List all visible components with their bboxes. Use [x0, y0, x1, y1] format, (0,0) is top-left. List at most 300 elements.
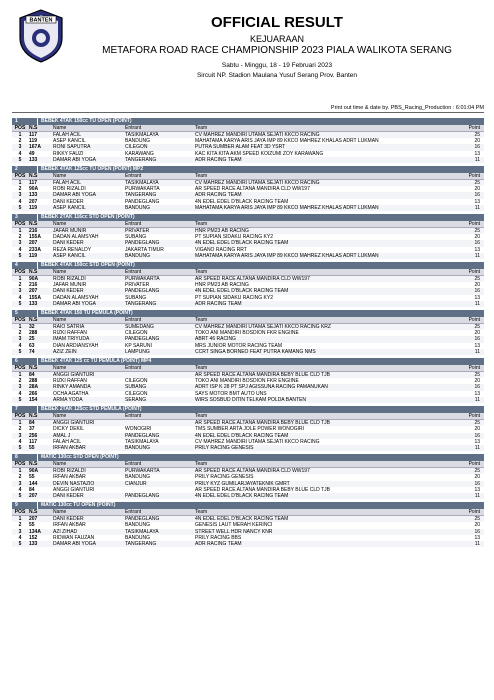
cell-start-number: 133: [28, 301, 52, 307]
class-header: [12, 406, 484, 413]
cell-pos: 4: [18, 198, 22, 205]
column-header-point: Point: [453, 365, 484, 372]
cell-rider-name: AZIZ ZEIN: [52, 349, 124, 355]
cell-entrant: CILEGON: [125, 330, 148, 337]
cell-team: MAHATAMA KARYA ARIS JAYA IMP 89 KKCO MAHREZ KHALAS ADRT LUKMAN: [194, 205, 453, 211]
cell-team: STREET WELL HDR NANCY KNR: [194, 529, 453, 535]
cell-start-number: 133: [28, 157, 52, 163]
column-header-pos: POS: [12, 365, 28, 372]
cell-rider-name: DAMAR ABI YOGA: [52, 301, 124, 307]
class-section: [12, 454, 484, 502]
cell-rider-name: DANI KEDER: [53, 198, 84, 205]
cell-team: PRILY RACING BBS: [195, 534, 242, 541]
cell-rider-name: ASEP KANCIL: [52, 253, 124, 259]
cell-pos: 3: [12, 240, 28, 246]
cell-point: 20: [474, 282, 480, 289]
cell-point: 13: [474, 150, 480, 157]
cell-rider-name: RIDWAN FAUZAN: [53, 534, 95, 541]
cell-point: 25: [453, 420, 484, 427]
cell-point: 11: [453, 253, 484, 259]
cell-pos: 5: [12, 397, 28, 403]
cell-team: PRILY KYZ GUMILARJAYATEKNIK GMRT: [194, 481, 453, 487]
class-title: BEBEK 4TAK 125cc TU OPEN (POINT) MP2: [41, 166, 144, 173]
event-venue: Sircuit NP. Stadion Maulana Yusuf Serang Prov. Banten: [196, 72, 358, 79]
class-number: 2: [12, 166, 38, 173]
cell-point: 11: [453, 493, 484, 499]
column-header-rider-name: Name: [52, 461, 124, 468]
cell-entrant: BANDUNG: [125, 474, 151, 481]
cell-team: 4N EDEL EDEL D'BLACK RACING TEAM: [194, 516, 453, 523]
column-header-team: Team: [194, 461, 453, 468]
column-header-team: Team: [194, 509, 453, 516]
column-header-start-number: N.S: [28, 317, 52, 324]
cell-pos: 4: [18, 486, 22, 493]
cell-pos: 5: [12, 493, 28, 499]
column-header-entrant: Entrant: [124, 461, 194, 468]
cell-entrant: SUBANG: [125, 234, 147, 241]
cell-team: AR SPEED RACE ALTANA MANDIRA CLD WW197: [195, 186, 310, 193]
cell-rider-name: RIKKY FAUZI: [53, 150, 84, 157]
column-header-team: Team: [194, 125, 453, 132]
table-row: [12, 324, 484, 331]
cell-pos: 2: [18, 138, 22, 145]
cell-start-number: 84: [28, 372, 52, 379]
cell-pos: 4: [18, 342, 22, 349]
cell-pos: 1: [12, 468, 28, 475]
cell-entrant: TANGERANG: [124, 192, 194, 198]
column-header-rider-name: Name: [52, 173, 124, 180]
cell-entrant: [124, 420, 194, 427]
cell-entrant: CIANJUR: [124, 481, 194, 487]
cell-entrant: TASIKMALAYA: [125, 438, 159, 445]
cell-start-number: 117: [28, 180, 52, 187]
cell-rider-name: JAFAR MUNIR: [52, 228, 124, 235]
cell-rider-name: ASEP KANCIL: [52, 205, 124, 211]
cell-point: 20: [474, 138, 480, 145]
cell-start-number: 28A: [28, 384, 52, 390]
table-row: [12, 132, 484, 139]
cell-point: 16: [453, 433, 484, 439]
cell-rider-name: ARMA YODA: [52, 397, 124, 403]
column-header-team: Team: [194, 173, 453, 180]
class-section: [12, 262, 484, 310]
cell-start-number: 207: [29, 198, 38, 205]
cell-point: 13: [474, 438, 480, 445]
cell-point: 11: [453, 301, 484, 307]
cell-point: 20: [474, 426, 480, 433]
cell-point: 16: [453, 336, 484, 342]
column-header-rider-name: Name: [52, 269, 124, 276]
cell-rider-name: ROBI RIZALDI: [53, 186, 86, 193]
cell-start-number: 25: [28, 336, 52, 342]
cell-pos: 5: [12, 349, 28, 355]
cell-entrant: CILEGON: [125, 378, 148, 385]
cell-team: VIGANO RACING RRT: [195, 246, 247, 253]
cell-entrant: PANDEGLANG: [124, 433, 194, 439]
cell-start-number: 216: [29, 282, 38, 289]
cell-team: PUTRA SUMBER ALAM FEAT 3D YSRT: [194, 144, 453, 150]
column-header-point: Point: [453, 413, 484, 420]
cell-entrant: TANGERANG: [124, 541, 194, 547]
cell-rider-name: DIAN ARDIANSYAH: [53, 342, 99, 349]
cell-team: WIRS SOSBUD DITIN TELKAM POLDA BANTEN: [194, 397, 453, 403]
document-title: OFFICIAL RESULT: [211, 14, 343, 31]
class-title: BEBEK 4TAK 125 cc TU PEMULA (POINT) MP4: [41, 358, 152, 365]
cell-start-number: 288: [29, 330, 38, 337]
cell-start-number: 84: [28, 420, 52, 427]
cell-point: 13: [474, 246, 480, 253]
cell-rider-name: RONI SAPUTRA: [52, 144, 124, 150]
cell-pos: 3: [12, 529, 28, 535]
cell-team: CV MAHREZ MANDIRI UTAMA SEJATI KKCO RACING: [194, 132, 453, 139]
class-section: [12, 166, 484, 214]
print-timestamp: Print out time & date by. PBS_Racing_Production : 6:01:04 PM: [12, 104, 484, 113]
cell-start-number: 117: [28, 132, 52, 139]
cell-rider-name: DAMAR ABI YOGA: [52, 157, 124, 163]
column-header-start-number: N.S: [28, 461, 52, 468]
cell-entrant: TASIKMALAYA: [124, 180, 194, 187]
cell-pos: 1: [12, 228, 28, 235]
cell-point: 13: [474, 390, 480, 397]
cell-pos: 2: [18, 378, 22, 385]
cell-pos: 5: [12, 445, 28, 451]
cell-team: KAC KITA KITA AKM SPEED KOIZUMI ZOY KARAWANG: [195, 150, 324, 157]
cell-pos: 2: [18, 234, 22, 241]
cell-team: GENESIS LAUT MERAH KERINCI: [195, 522, 273, 529]
cell-rider-name: DADAN ALAMSYAH: [53, 294, 99, 301]
column-header-rider-name: Name: [52, 365, 124, 372]
cell-rider-name: AZI ZIHAD: [52, 529, 124, 535]
column-header-pos: POS: [12, 413, 28, 420]
column-header-rider-name: Name: [52, 509, 124, 516]
cell-start-number: 288: [29, 378, 38, 385]
column-header-start-number: N.S: [28, 413, 52, 420]
cell-pos: 2: [18, 426, 22, 433]
cell-team: HNR PM23 AB RACING: [195, 282, 249, 289]
class-header: [12, 118, 484, 125]
cell-rider-name: ROBI RIZALDI: [52, 276, 124, 283]
cell-pos: 4: [18, 438, 22, 445]
cell-rider-name: DEVIN NASTAZIO: [52, 481, 124, 487]
cell-start-number: 117: [29, 438, 38, 445]
cell-start-number: 207: [28, 493, 52, 499]
cell-entrant: BANDUNG: [125, 522, 151, 529]
cell-pos: 1: [12, 372, 28, 379]
column-header-team: Team: [194, 221, 453, 228]
cell-start-number: 152: [29, 534, 38, 541]
cell-team: CCRT SINGA BORNEO FEAT PUTRA KAMANG NMS: [194, 349, 453, 355]
cell-rider-name: FALAH ACIL: [53, 438, 82, 445]
cell-start-number: 74: [28, 349, 52, 355]
cell-pos: 2: [18, 282, 22, 289]
column-header-entrant: Entrant: [124, 365, 194, 372]
cell-point: 20: [474, 186, 480, 193]
cell-point: 16: [453, 240, 484, 246]
cell-entrant: PRIVATER: [124, 228, 194, 235]
cell-entrant: BANDUNG: [125, 534, 151, 541]
results-container: [12, 118, 484, 550]
cell-team: TOKO ANI MANDIRI BOSDION FKR ENGIINE: [195, 378, 299, 385]
cell-entrant: PANDEGLANG: [124, 240, 194, 246]
cell-pos: 5: [12, 205, 28, 211]
cell-point: 20: [474, 378, 480, 385]
cell-rider-name: OCHA AGATHA: [53, 390, 89, 397]
cell-entrant: [124, 372, 194, 379]
cell-point: 25: [453, 372, 484, 379]
results-table: [12, 413, 484, 451]
column-header-entrant: Entrant: [124, 221, 194, 228]
column-header-point: Point: [453, 461, 484, 468]
table-row: [12, 228, 484, 235]
column-header-point: Point: [453, 173, 484, 180]
cell-entrant: BANDUNG: [124, 445, 194, 451]
cell-pos: 3: [12, 336, 28, 342]
cell-point: 13: [474, 342, 480, 349]
cell-pos: 3: [12, 433, 28, 439]
cell-entrant: PANDEGLANG: [124, 288, 194, 294]
column-header-start-number: N.S: [28, 269, 52, 276]
column-header-rider-name: Name: [52, 413, 124, 420]
cell-rider-name: DANI KEDER: [52, 240, 124, 246]
cell-rider-name: JAFAR MUNIR: [53, 282, 87, 289]
column-header-pos: POS: [12, 269, 28, 276]
cell-team: HNR PM23 AB RACING: [194, 228, 453, 235]
cell-pos: 3: [12, 384, 28, 390]
cell-start-number: 207: [28, 240, 52, 246]
column-header-point: Point: [453, 221, 484, 228]
cell-rider-name: AMAL J: [52, 433, 124, 439]
cell-entrant: PURWAKARTA: [125, 186, 160, 193]
cell-point: 13: [474, 294, 480, 301]
table-row: [12, 468, 484, 475]
results-table: [12, 509, 484, 547]
class-title: BEBEK 2TAK 125cc STD PEMULA (POINT): [41, 406, 142, 413]
cell-start-number: 154: [28, 397, 52, 403]
cell-rider-name: DICKY DEKIL: [53, 426, 85, 433]
cell-start-number: 55: [29, 474, 35, 481]
cell-team: ADR RACING TEAM: [194, 541, 453, 547]
cell-start-number: 49: [29, 150, 35, 157]
cell-start-number: 90A: [29, 186, 39, 193]
cell-point: 25: [453, 516, 484, 523]
cell-pos: 1: [12, 516, 28, 523]
column-header-team: Team: [194, 365, 453, 372]
class-number: 5: [12, 310, 38, 317]
cell-rider-name: DAMAR ABI YOGA: [52, 192, 124, 198]
cell-rider-name: FALAH ACIL: [52, 180, 124, 187]
cell-team: MAHATAMA KARYA ARIS JAYA IMP 89 KKCO MAHREZ KHALAS ADRT LUKMAN: [195, 138, 379, 145]
cell-pos: 1: [12, 324, 28, 331]
cell-point: 25: [453, 132, 484, 139]
class-number: 9: [12, 502, 38, 509]
cell-entrant: PURWAKARTA: [124, 276, 194, 283]
cell-pos: 3: [12, 481, 28, 487]
cell-start-number: 134A: [28, 529, 52, 535]
cell-point: 11: [453, 445, 484, 451]
cell-rider-name: ANGGI GIANTURI: [52, 420, 124, 427]
cell-start-number: 133: [28, 541, 52, 547]
cell-team: PT SUPIAN SIDAKU RACING KY2: [195, 294, 273, 301]
cell-start-number: 167A: [28, 144, 52, 150]
cell-start-number: 256: [28, 433, 52, 439]
column-header-pos: POS: [12, 509, 28, 516]
column-header-point: Point: [453, 509, 484, 516]
cell-start-number: 63: [29, 342, 35, 349]
class-header: [12, 262, 484, 269]
cell-team: ADR RACING TEAM: [194, 157, 453, 163]
cell-pos: 2: [18, 474, 22, 481]
table-row: [12, 516, 484, 523]
column-header-team: Team: [194, 269, 453, 276]
cell-start-number: 119: [28, 253, 52, 259]
cell-entrant: BANDUNG: [125, 138, 151, 145]
cell-rider-name: ASEP KANCIL: [53, 138, 86, 145]
results-table: [12, 269, 484, 307]
class-number: 8: [12, 454, 38, 461]
table-row: [12, 276, 484, 283]
cell-entrant: PANDEGLANG: [124, 493, 194, 499]
cell-point: 11: [453, 541, 484, 547]
cell-pos: 4: [18, 246, 22, 253]
cell-pos: 1: [12, 276, 28, 283]
class-number: 3: [12, 214, 38, 221]
cell-entrant: TANGERANG: [124, 157, 194, 163]
cell-start-number: 133: [28, 192, 52, 198]
results-table: [12, 221, 484, 259]
class-section: [12, 502, 484, 550]
cell-start-number: 266: [29, 390, 38, 397]
cell-rider-name: DANI KEDER: [52, 288, 124, 294]
cell-entrant: CILEGON: [125, 390, 148, 397]
cell-rider-name: REZA RENALDY: [53, 246, 92, 253]
cell-entrant: BANDUNG: [124, 253, 194, 259]
cell-start-number: 55: [29, 522, 35, 529]
column-header-rider-name: Name: [52, 317, 124, 324]
cell-team: ADRT ISP K 28 PT SPJ AGISSUNA RACING PAMANUKAN: [194, 384, 453, 390]
cell-entrant: SUBANG: [125, 294, 147, 301]
column-header-pos: POS: [12, 125, 28, 132]
cell-start-number: 55: [28, 445, 52, 451]
cell-entrant: PURWAKARTA: [124, 468, 194, 475]
column-header-team: Team: [194, 317, 453, 324]
column-header-entrant: Entrant: [124, 173, 194, 180]
cell-rider-name: IRFAN AKBAR: [52, 445, 124, 451]
column-header-rider-name: Name: [52, 125, 124, 132]
cell-start-number: 32: [28, 324, 52, 331]
column-header-pos: POS: [12, 221, 28, 228]
cell-point: 25: [453, 276, 484, 283]
event-prefix: KEJUARAAN: [249, 34, 304, 44]
cell-start-number: 90A: [28, 468, 52, 475]
cell-point: 11: [453, 205, 484, 211]
cell-point: 16: [453, 144, 484, 150]
cell-pos: 4: [18, 390, 22, 397]
cell-team: CV MAHREZ MANDIRI UTAMA SEJATI KKCO RACING: [195, 438, 320, 445]
cell-entrant: TASIKMALAYA: [124, 132, 194, 139]
cell-team: 4N EDEL EDEL D'BLACK RACING TEAM: [194, 433, 453, 439]
cell-pos: 4: [18, 150, 22, 157]
cell-start-number: 144: [28, 481, 52, 487]
class-header: [12, 502, 484, 509]
cell-entrant: BANDUNG: [124, 205, 194, 211]
cell-team: ADR RACING TEAM: [194, 192, 453, 198]
cell-entrant: JAKARTA TIMUR: [125, 246, 164, 253]
cell-start-number: 155A: [29, 294, 41, 301]
cell-team: CV MAHREZ MANDIRI UTAMA SEJATI KKCO RACING KRZ: [194, 324, 453, 331]
cell-point: 25: [453, 468, 484, 475]
cell-team: AR SPEED RACE ALTANA MANDIRA BEBY BLUE CLD TJB: [194, 372, 453, 379]
results-table: [12, 173, 484, 211]
class-title: MATIC 130cc STD OPEN (POINT): [41, 454, 119, 461]
column-header-entrant: Entrant: [124, 509, 194, 516]
results-table: [12, 317, 484, 355]
cell-rider-name: RIZKI RAFFAN: [53, 378, 87, 385]
class-number: 7: [12, 406, 38, 413]
column-header-entrant: Entrant: [124, 269, 194, 276]
column-header-entrant: Entrant: [124, 125, 194, 132]
cell-team: PRILY RACING GENESIS: [194, 445, 453, 451]
column-header-start-number: N.S: [28, 221, 52, 228]
cell-pos: 3: [12, 288, 28, 294]
class-title: BEBEK 4TAK 150cc TU OPEN (POINT): [41, 118, 132, 124]
cell-start-number: 119: [28, 205, 52, 211]
cell-entrant: TANGERANG: [124, 301, 194, 307]
cell-entrant: LAMPUNG: [124, 349, 194, 355]
event-date: Sabtu - Minggu, 18 - 19 Februari 2023: [221, 62, 333, 69]
cell-start-number: 207: [28, 288, 52, 294]
cell-entrant: WONOGIRI: [125, 426, 152, 433]
class-title: MATIC 130cc TU OPEN (POINT): [41, 502, 116, 509]
column-header-entrant: Entrant: [124, 413, 194, 420]
cell-pos: 5: [12, 157, 28, 163]
column-header-point: Point: [453, 269, 484, 276]
cell-pos: 5: [12, 301, 28, 307]
svg-text:BANTEN: BANTEN: [29, 17, 53, 24]
class-header: [12, 454, 484, 461]
cell-pos: 3: [12, 144, 28, 150]
column-header-start-number: N.S: [28, 125, 52, 132]
column-header-pos: POS: [12, 461, 28, 468]
cell-entrant: CILEGON: [124, 144, 194, 150]
column-header-pos: POS: [12, 317, 28, 324]
column-header-team: Team: [194, 413, 453, 420]
cell-rider-name: ANGGI GIANTURI: [53, 486, 95, 493]
cell-team: MRS JUNIOR MOTOR RACING TEAM: [195, 342, 283, 349]
cell-start-number: 216: [28, 228, 52, 235]
results-table: [12, 461, 484, 499]
cell-pos: 4: [18, 294, 22, 301]
cell-rider-name: IRFAN AKBAR: [53, 522, 86, 529]
cell-team: AR SPEED RACE ALTANA MANDIRA CLD WW197: [194, 276, 453, 283]
cell-team: AR SPEED RACE ALTANA MANDIRA BEBY BLUE CLD TJB: [195, 486, 330, 493]
cell-pos: 5: [12, 253, 28, 259]
cell-team: 4N EDEL EDEL D'BLACK RACING TEAM: [194, 240, 453, 246]
class-title: BEBEK 4TAK 150cc STD OPEN (POINT): [41, 262, 135, 269]
cell-pos: 1: [12, 180, 28, 187]
cell-entrant: KP SARUNI: [125, 342, 152, 349]
results-table: [12, 125, 484, 163]
cell-point: 20: [474, 474, 480, 481]
cell-point: 20: [474, 522, 480, 529]
class-number: 1: [12, 118, 38, 125]
cell-team: AR SPEED RACE ALTANA MANDIRA CLD WW197: [194, 468, 453, 475]
cell-start-number: 90A: [28, 276, 52, 283]
cell-rider-name: DAMAR ABI YOGA: [52, 541, 124, 547]
event-name: METAFORA ROAD RACE CHAMPIONSHIP 2023 PIALA WALIKOTA SERANG: [102, 45, 452, 56]
cell-entrant: SUMEDANG: [124, 324, 194, 331]
column-header-entrant: Entrant: [124, 317, 194, 324]
table-row: [12, 180, 484, 187]
